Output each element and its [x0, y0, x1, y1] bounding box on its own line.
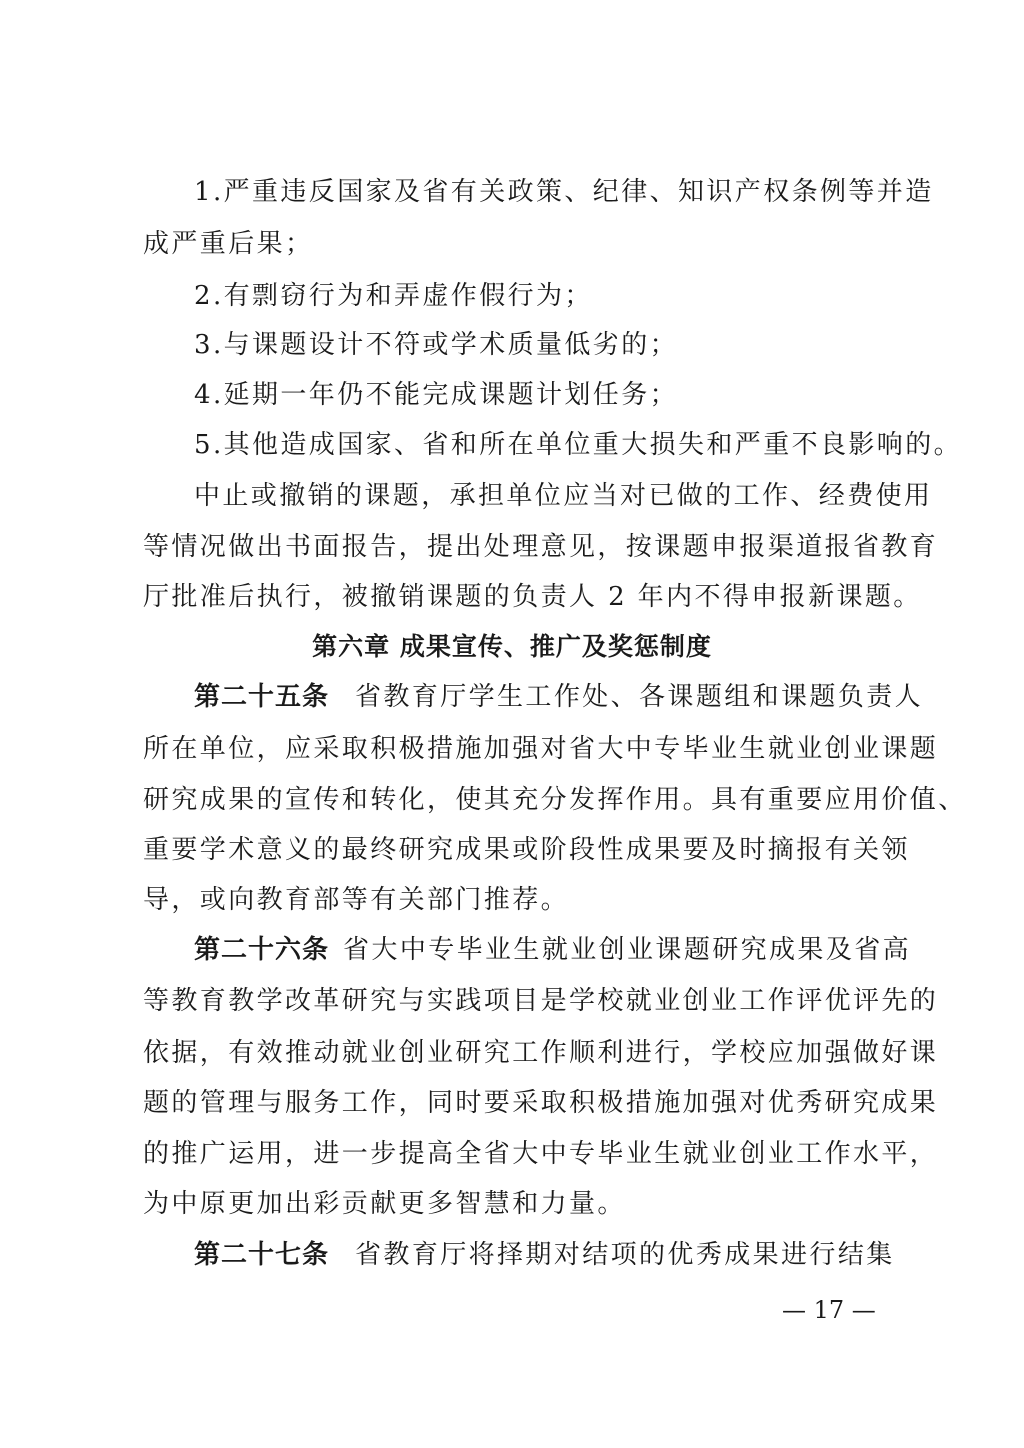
article-25-line: 导，或向教育部等有关部门推荐。 — [143, 885, 570, 915]
list-item-3: 3.与课题设计不符或学术质量低劣的； — [194, 330, 679, 360]
list-item-1: 1.严重违反国家及省有关政策、纪律、知识产权条例等并造 — [194, 177, 934, 207]
article-25-line: 研究成果的宣传和转化，使其充分发挥作用。具有重要应用价值、 — [143, 785, 967, 815]
article-25-title: 第二十五条 — [194, 682, 330, 712]
article-26-line: 题的管理与服务工作，同时要采取积极措施加强对优秀研究成果 — [143, 1088, 939, 1118]
article-25-first-line — [194, 680, 924, 714]
page-number: — 17 — — [782, 1296, 876, 1324]
article-27-first-line — [194, 1238, 904, 1272]
article-25-line: 重要学术意义的最终研究成果或阶段性成果要及时摘报有关领 — [143, 835, 910, 865]
article-27-text: 省教育厅将择期对结项的优秀成果进行结集 — [355, 1240, 895, 1270]
article-26-first-line — [194, 933, 912, 967]
suspension-paragraph-line: 等情况做出书面报告，提出处理意见，按课题申报渠道报省教育 — [143, 532, 939, 562]
article-26-line: 依据，有效推动就业创业研究工作顺利进行，学校应加强做好课 — [143, 1038, 939, 1068]
list-item-2: 2.有剽窃行为和弄虚作假行为； — [194, 281, 593, 311]
article-26-text: 省大中专毕业生就业创业课题研究成果及省高 — [343, 935, 912, 965]
list-item-4: 4.延期一年仍不能完成课题计划任务； — [194, 380, 679, 410]
suspension-paragraph-line: 中止或撤销的课题，承担单位应当对已做的工作、经费使用 — [194, 481, 933, 511]
chapter-heading: 第六章 成果宣传、推广及奖惩制度 — [312, 632, 712, 661]
suspension-paragraph-line: 厅批准后执行，被撤销课题的负责人 2 年内不得申报新课题。 — [143, 582, 922, 612]
list-item-1-continued: 成严重后果； — [143, 229, 314, 259]
article-26-line: 的推广运用，进一步提高全省大中专毕业生就业创业工作水平， — [143, 1139, 939, 1169]
article-26-line: 等教育教学改革研究与实践项目是学校就业创业工作评优评先的 — [143, 986, 939, 1016]
article-27-title: 第二十七条 — [194, 1240, 330, 1270]
list-item-5: 5.其他造成国家、省和所在单位重大损失和严重不良影响的。 — [194, 430, 963, 460]
article-26-title: 第二十六条 — [194, 935, 330, 965]
article-25-line: 所在单位，应采取积极措施加强对省大中专毕业生就业创业课题 — [143, 734, 939, 764]
article-25-text: 省教育厅学生工作处、各课题组和课题负责人 — [355, 682, 924, 712]
article-26-line: 为中原更加出彩贡献更多智慧和力量。 — [143, 1189, 626, 1219]
